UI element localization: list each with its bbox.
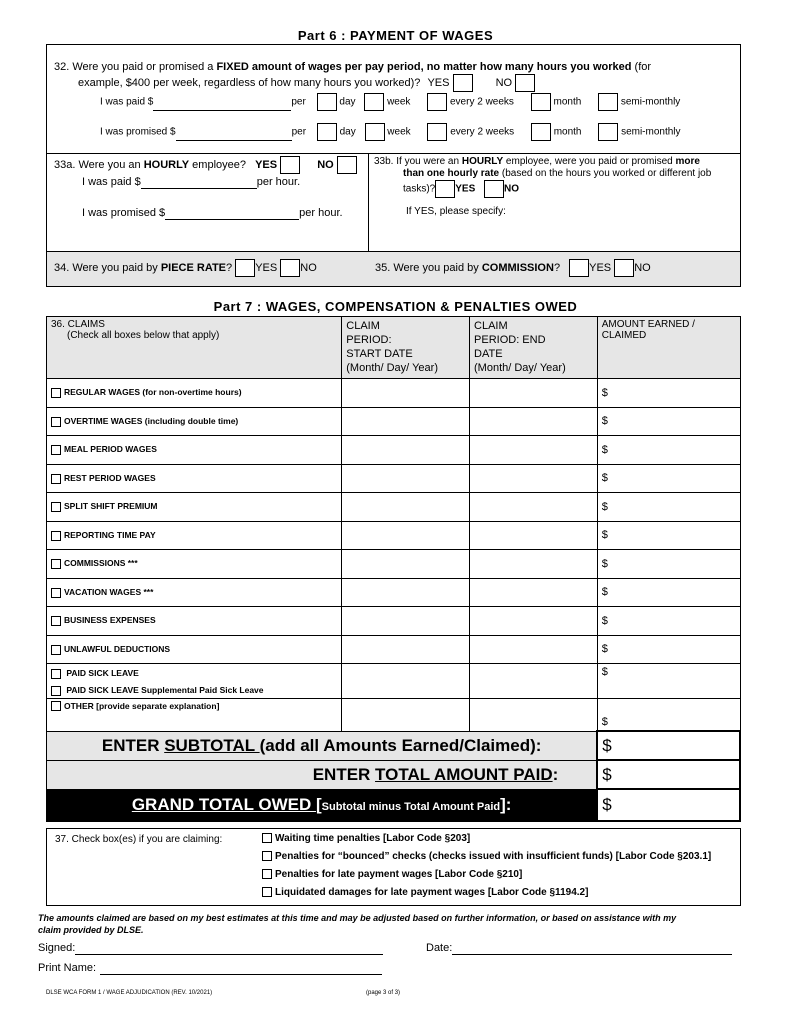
amount-header: AMOUNT EARNED / CLAIMED bbox=[597, 317, 740, 379]
q35-no-checkbox[interactable] bbox=[614, 259, 634, 277]
table-row bbox=[47, 635, 741, 664]
start-date-cell[interactable] bbox=[342, 464, 470, 493]
table-row bbox=[47, 436, 741, 465]
start-date-cell[interactable] bbox=[342, 436, 470, 465]
sick-leave-cell: PAID SICK LEAVE PAID SICK LEAVE Supplemental Paid Sick Leave bbox=[47, 664, 342, 699]
claims-header-row bbox=[47, 317, 741, 379]
claim-checkbox[interactable] bbox=[51, 474, 61, 484]
q32-paid-month-checkbox[interactable] bbox=[531, 93, 551, 111]
claim-checkbox[interactable] bbox=[51, 502, 61, 512]
claim-cell: BUSINESS EXPENSES bbox=[47, 607, 342, 636]
q33a-yes-checkbox[interactable] bbox=[280, 156, 300, 174]
table-row bbox=[47, 578, 741, 607]
amount-cell[interactable]: $ bbox=[597, 407, 740, 436]
q34-question: 34. Were you paid by PIECE RATE? YES NO bbox=[54, 259, 317, 277]
q32-promised-week-checkbox[interactable] bbox=[365, 123, 385, 141]
q33a-paid-row: I was paid $ per hour. bbox=[82, 176, 301, 188]
q32-paid-day-checkbox[interactable] bbox=[317, 93, 337, 111]
other-cell: OTHER [provide separate explanation] bbox=[47, 698, 342, 731]
amount-cell[interactable]: $ bbox=[597, 521, 740, 550]
claim-cell: OVERTIME WAGES (including double time) bbox=[47, 407, 342, 436]
claim-cell: COMMISSIONS *** bbox=[47, 550, 342, 579]
claims-table bbox=[46, 316, 741, 822]
claim-checkbox[interactable] bbox=[51, 417, 61, 427]
amount-cell[interactable]: $ bbox=[597, 436, 740, 465]
amount-cell[interactable]: $ bbox=[597, 698, 740, 731]
claims-header: 36. CLAIMS (Check all boxes below that apply) bbox=[47, 317, 342, 379]
end-date-cell[interactable] bbox=[470, 578, 598, 607]
end-date-cell[interactable] bbox=[470, 550, 598, 579]
q32-promised-amount-field[interactable] bbox=[176, 130, 292, 141]
end-date-cell[interactable] bbox=[470, 407, 598, 436]
start-date-cell[interactable] bbox=[342, 578, 470, 607]
q33b-line2: than one hourly rate (based on the hours you worked or different job bbox=[403, 168, 712, 179]
form-id: DLSE WCA FORM 1 / WAGE ADJUDICATION (REV. 10/2021) bbox=[46, 990, 213, 996]
bounced-checks-checkbox[interactable] bbox=[262, 851, 272, 861]
end-date-cell[interactable] bbox=[470, 379, 598, 408]
end-date-cell[interactable] bbox=[470, 635, 598, 664]
part7-title: Part 7 : WAGES, COMPENSATION & PENALTIES OWED bbox=[213, 299, 578, 314]
date-field[interactable] bbox=[452, 944, 732, 955]
q33b-specify: If YES, please specify: bbox=[406, 206, 506, 217]
amount-cell[interactable]: $ bbox=[597, 464, 740, 493]
subtotal-label: ENTER SUBTOTAL (add all Amounts Earned/Claimed): bbox=[47, 731, 598, 760]
q32-paid-row: I was paid $ per day week every 2 weeks month semi-monthly bbox=[100, 93, 740, 111]
other-checkbox[interactable] bbox=[51, 701, 61, 711]
start-date-cell[interactable] bbox=[342, 664, 470, 699]
q32-no-checkbox[interactable] bbox=[515, 74, 535, 92]
claim-cell: REPORTING TIME PAY bbox=[47, 521, 342, 550]
signed-row: Signed: bbox=[38, 942, 383, 955]
q32-promised-month-checkbox[interactable] bbox=[531, 123, 551, 141]
end-date-cell[interactable] bbox=[470, 698, 598, 731]
claim-checkbox[interactable] bbox=[51, 588, 61, 598]
amount-cell[interactable]: $ bbox=[597, 379, 740, 408]
start-date-cell[interactable] bbox=[342, 521, 470, 550]
q33a-promised-field[interactable] bbox=[165, 209, 299, 220]
amount-cell[interactable]: $ bbox=[597, 607, 740, 636]
q32-line1: 32. Were you paid or promised a FIXED amount of wages per pay period, no matter how many hours you worked (for bbox=[54, 61, 652, 73]
subtotal-amount[interactable]: $ bbox=[597, 731, 740, 760]
waiting-time-checkbox[interactable] bbox=[262, 833, 272, 843]
start-date-cell[interactable] bbox=[342, 698, 470, 731]
q33b-no-checkbox[interactable] bbox=[484, 180, 504, 198]
claim-checkbox[interactable] bbox=[51, 388, 61, 398]
claim-cell: REGULAR WAGES (for non-overtime hours) bbox=[47, 379, 342, 408]
start-date-cell[interactable] bbox=[342, 493, 470, 522]
claim-cell: SPLIT SHIFT PREMIUM bbox=[47, 493, 342, 522]
q33a-paid-field[interactable] bbox=[141, 178, 257, 189]
amount-cell[interactable]: $ bbox=[597, 550, 740, 579]
q33a-promised-row: I was promised $ per hour. bbox=[82, 207, 343, 219]
start-date-cell[interactable] bbox=[342, 607, 470, 636]
start-date-cell[interactable] bbox=[342, 379, 470, 408]
q33b-line1: 33b. If you were an HOURLY employee, were you paid or promised more bbox=[374, 156, 700, 167]
claim-checkbox[interactable] bbox=[51, 645, 61, 655]
grand-total-label: GRAND TOTAL OWED [Subtotal minus Total Amount Paid]: bbox=[47, 789, 598, 821]
end-date-cell[interactable] bbox=[470, 607, 598, 636]
start-date-cell[interactable] bbox=[342, 550, 470, 579]
table-row bbox=[47, 379, 741, 408]
q32-yes-checkbox[interactable] bbox=[453, 74, 473, 92]
sick-leave-checkbox[interactable] bbox=[51, 669, 61, 679]
q32-promised-row: I was promised $ per day week every 2 weeks month semi-monthly bbox=[100, 123, 740, 141]
end-date-cell[interactable] bbox=[470, 521, 598, 550]
q32-promised-semimonthly-checkbox[interactable] bbox=[598, 123, 618, 141]
claim-checkbox[interactable] bbox=[51, 445, 61, 455]
claim-cell: VACATION WAGES *** bbox=[47, 578, 342, 607]
q34-yes-checkbox[interactable] bbox=[235, 259, 255, 277]
signature-field[interactable] bbox=[75, 944, 383, 955]
amount-cell[interactable]: $ bbox=[597, 635, 740, 664]
q37-label: 37. Check box(es) if you are claiming: bbox=[55, 834, 223, 845]
subtotal-row bbox=[47, 731, 741, 760]
total-paid-label: ENTER TOTAL AMOUNT PAID: bbox=[47, 760, 598, 789]
grand-total-amount[interactable]: $ bbox=[597, 789, 740, 821]
claim-cell: UNLAWFUL DEDUCTIONS bbox=[47, 635, 342, 664]
print-name-row: Print Name: bbox=[38, 962, 382, 975]
table-row bbox=[47, 550, 741, 579]
q35-question: 35. Were you paid by COMMISSION? YES NO bbox=[375, 259, 651, 277]
claim-checkbox[interactable] bbox=[51, 559, 61, 569]
q32-paid-semimonthly-checkbox[interactable] bbox=[598, 93, 618, 111]
q33b-line3: tasks)? YES NO bbox=[403, 180, 519, 198]
grand-total-row bbox=[47, 789, 741, 821]
part6-title: Part 6 : PAYMENT OF WAGES bbox=[297, 28, 494, 43]
q32-paid-amount-field[interactable] bbox=[153, 100, 291, 111]
disclaimer: The amounts claimed are based on my best estimates at this time and may be adjusted based on further information, or based on assistance with my claim provided by DLSE. bbox=[38, 913, 677, 935]
q35-yes-checkbox[interactable] bbox=[569, 259, 589, 277]
table-row bbox=[47, 464, 741, 493]
end-date-cell[interactable] bbox=[470, 493, 598, 522]
table-row bbox=[47, 407, 741, 436]
claim-checkbox[interactable] bbox=[51, 616, 61, 626]
sick-leave-row bbox=[47, 664, 741, 699]
start-date-cell[interactable] bbox=[342, 635, 470, 664]
q32-promised-day-checkbox[interactable] bbox=[317, 123, 337, 141]
total-paid-amount[interactable]: $ bbox=[597, 760, 740, 789]
amount-cell[interactable]: $ bbox=[597, 578, 740, 607]
end-date-header: CLAIM PERIOD: END DATE (Month/ Day/ Year) bbox=[470, 317, 598, 379]
q32-paid-week-checkbox[interactable] bbox=[364, 93, 384, 111]
end-date-cell[interactable] bbox=[470, 664, 598, 699]
date-row: Date: bbox=[426, 942, 732, 955]
q37-options: Waiting time penalties [Labor Code §203] Penalties for “bounced” checks (checks issued with insufficient funds) [Labor Code §203.1] Penalties for late payment wages [Labor Code §210] Liquidated damages for late payment wages [Labor Code §1194.2] bbox=[262, 833, 740, 905]
q33b-yes-checkbox[interactable] bbox=[435, 180, 455, 198]
page-number: (page 3 of 3) bbox=[366, 990, 401, 996]
amount-cell[interactable]: $ bbox=[597, 664, 740, 699]
q32-paid-2weeks-checkbox[interactable] bbox=[427, 93, 447, 111]
total-paid-row bbox=[47, 760, 741, 789]
start-date-header: CLAIM PERIOD: START DATE (Month/ Day/ Year) bbox=[342, 317, 470, 379]
q33a-question: 33a. Were you an HOURLY employee? YES NO bbox=[54, 156, 366, 174]
end-date-cell[interactable] bbox=[470, 464, 598, 493]
claim-cell: MEAL PERIOD WAGES bbox=[47, 436, 342, 465]
paid-label: I was paid $ bbox=[100, 96, 154, 108]
table-row bbox=[47, 493, 741, 522]
divider bbox=[46, 153, 741, 154]
q34-no-checkbox[interactable] bbox=[280, 259, 300, 277]
table-row bbox=[47, 607, 741, 636]
claim-checkbox[interactable] bbox=[51, 531, 61, 541]
start-date-cell[interactable] bbox=[342, 407, 470, 436]
claim-cell: REST PERIOD WAGES bbox=[47, 464, 342, 493]
q32-promised-2weeks-checkbox[interactable] bbox=[427, 123, 447, 141]
late-payment-checkbox[interactable] bbox=[262, 869, 272, 879]
end-date-cell[interactable] bbox=[470, 436, 598, 465]
other-row bbox=[47, 698, 741, 731]
print-name-field[interactable] bbox=[100, 964, 382, 975]
liquidated-damages-checkbox[interactable] bbox=[262, 887, 272, 897]
q32-line2: example, $400 per week, regardless of how many hours you worked)? YES NO bbox=[78, 74, 535, 92]
amount-cell[interactable]: $ bbox=[597, 493, 740, 522]
supplemental-sick-leave-checkbox[interactable] bbox=[51, 686, 61, 696]
table-row bbox=[47, 521, 741, 550]
q33a-no-checkbox[interactable] bbox=[337, 156, 357, 174]
